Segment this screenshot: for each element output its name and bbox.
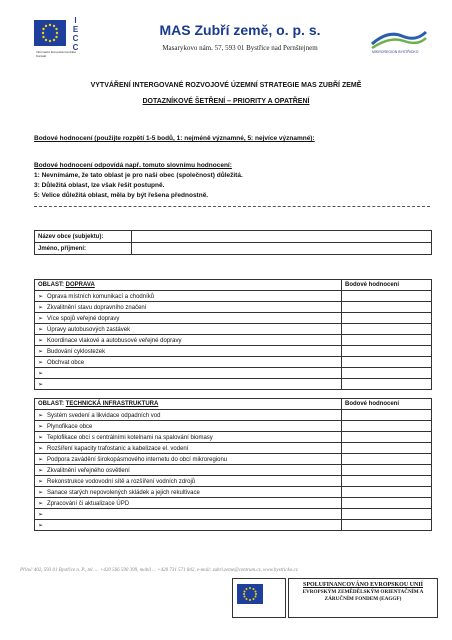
section-infrastructure-table (34, 398, 432, 531)
scale-item: 5: Velice důležitá oblast, měla by být řešena přednostně. (34, 192, 209, 199)
criterion-row[interactable] (35, 520, 342, 531)
arrow-icon: ➢ (38, 381, 44, 388)
name-field[interactable] (132, 243, 432, 255)
criterion-row: ➢ Zkvalitnění stavu dopravního značení (35, 302, 342, 313)
criterion-row: ➢ Obchvat obce (35, 357, 342, 368)
rating-cell[interactable] (342, 291, 432, 302)
arrow-icon: ➢ (38, 370, 44, 377)
scale-heading: Bodové hodnocení odpovídá např. tomuto slovnímu hodnocení: (34, 162, 232, 169)
criterion-row[interactable] (35, 368, 342, 379)
criterion-row: ➢ Zpracování či aktualizace ÚPD (35, 498, 342, 509)
rating-cell[interactable] (342, 421, 432, 432)
rating-cell[interactable] (342, 487, 432, 498)
criterion-row: ➢ Úpravy autobusových zastávek (35, 324, 342, 335)
criterion-row: ➢ Více spojů veřejné dopravy (35, 313, 342, 324)
arrow-icon: ➢ (38, 478, 44, 485)
organization-name: MAS Zubří země, o. p. s. (159, 22, 321, 38)
scoring-instruction: Bodové hodnocení (použijte rozpětí 1-5 bodů, 1: nejméně významné, 5: nejvíce významné): (34, 135, 315, 142)
footer-cofinance-box (288, 578, 438, 618)
rating-cell[interactable] (342, 379, 432, 390)
municipality-field[interactable] (132, 231, 432, 243)
identity-table (34, 230, 432, 255)
cofinance-label: SPOLUFINANCOVÁNO EVROPSKOU UNIÍ (302, 582, 423, 588)
organization-address: Masarykovo nám. 57, 593 01 Bystřice nad Pernštejnem (162, 44, 318, 52)
rating-cell[interactable] (342, 335, 432, 346)
divider (34, 206, 430, 207)
criterion-row[interactable] (35, 509, 342, 520)
arrow-icon: ➢ (38, 423, 44, 430)
arrow-icon: ➢ (38, 489, 44, 496)
eu-flag-logo (34, 20, 66, 46)
arrow-icon: ➢ (38, 511, 44, 518)
criterion-row: ➢ Rekonstrukce vodovodní sítě a rozšíření vodních zdrojů (35, 476, 342, 487)
region-waves-icon (368, 26, 428, 50)
rating-cell[interactable] (342, 454, 432, 465)
arrow-icon: ➢ (38, 304, 44, 311)
rating-cell[interactable] (342, 465, 432, 476)
rating-cell[interactable] (342, 410, 432, 421)
criterion-row: ➢ Systém svedení a likvidace odpadních vod (35, 410, 342, 421)
criterion-row: ➢ Podpora zavádění širokopásmového internetu do obcí mikroregionu (35, 454, 342, 465)
scale-item: 1: Nevnímáme, že tato oblast je pro naši obec (společnost) důležitá. (34, 172, 243, 179)
scale-item: 3: Důležitá oblast, lze však řešit postupně. (34, 182, 165, 189)
criterion-row: ➢ Teplofikace obcí s centrálními kotelnami na spalování biomasy (35, 432, 342, 443)
arrow-icon: ➢ (38, 500, 44, 507)
arrow-icon: ➢ (38, 337, 44, 344)
arrow-icon: ➢ (38, 315, 44, 322)
rating-cell[interactable] (342, 368, 432, 379)
fund-label: EVROPSKÝM ZEMĚDĚLSKÝM ORIENTAČNÍM A ZÁRUČNÍM FONDEM (EAGGF) (302, 589, 424, 602)
document-subtitle: DOTAZNÍKOVÉ ŠETŘENÍ – PRIORITY A OPATŘENÍ (142, 98, 310, 105)
arrow-icon: ➢ (38, 412, 44, 419)
section-transport-table (34, 279, 432, 390)
name-label: Jméno, příjmení: (35, 243, 132, 255)
arrow-icon: ➢ (38, 445, 44, 452)
criterion-row: ➢ Koordinace vlakové a autobusové veřejné dopravy (35, 335, 342, 346)
footer-contact: Přítoč 402, 593 01 Bystřice n. P., tel. ... +420 566 590 399, mobil ... +420 731 571 842, e-mail: zubri.zeme@centrum.cz, www.bystricko.cz (20, 568, 298, 573)
ieec-logo-text: IECC (71, 16, 80, 52)
rating-cell[interactable] (342, 509, 432, 520)
arrow-icon: ➢ (38, 326, 44, 333)
rating-cell[interactable] (342, 357, 432, 368)
arrow-icon: ➢ (38, 293, 44, 300)
rating-cell[interactable] (342, 346, 432, 357)
arrow-icon: ➢ (38, 348, 44, 355)
document-title: VYTVÁŘENÍ INTERGOVANÉ ROZVOJOVÉ ÚZEMNÍ STRATEGIE MAS ZUBŘÍ ZEMĚ (90, 82, 362, 89)
arrow-icon: ➢ (38, 434, 44, 441)
eu-caption: Informační Evropská Centrála Kontakt (36, 50, 76, 58)
rating-header: Bodové hodnocení (342, 280, 432, 291)
criterion-row[interactable] (35, 379, 342, 390)
rating-cell[interactable] (342, 520, 432, 531)
municipality-label: Název obce (subjektu): (35, 231, 132, 243)
region-caption: MIKROREGION BYSTŘICKO (372, 50, 419, 54)
criterion-row: ➢ Budování cyklostezek (35, 346, 342, 357)
rating-cell[interactable] (342, 476, 432, 487)
rating-cell[interactable] (342, 432, 432, 443)
region-logo (368, 26, 428, 50)
section-header: OBLAST: DOPRAVA (35, 280, 342, 291)
rating-cell[interactable] (342, 302, 432, 313)
eu-stars-icon (34, 20, 66, 46)
criterion-row: ➢ Rozšíření kapacity trafostanic a kabelizace el. vodení (35, 443, 342, 454)
footer-eu-flag-logo (237, 584, 263, 604)
arrow-icon: ➢ (38, 359, 44, 366)
rating-cell[interactable] (342, 498, 432, 509)
arrow-icon: ➢ (38, 456, 44, 463)
arrow-icon: ➢ (38, 467, 44, 474)
arrow-icon: ➢ (38, 522, 44, 529)
criterion-row: ➢ Oprava místních komunikací a chodníků (35, 291, 342, 302)
criterion-row: ➢ Sanace starých nepovolených skládek a jejich rekultivace (35, 487, 342, 498)
rating-header: Bodové hodnocení (342, 399, 432, 410)
rating-cell[interactable] (342, 443, 432, 454)
criterion-row: ➢ Zkvalitnění veřejného osvětlení (35, 465, 342, 476)
rating-cell[interactable] (342, 313, 432, 324)
section-header: OBLAST: TECHNICKÁ INFRASTRUKTURA (35, 399, 342, 410)
eu-stars-icon (237, 584, 263, 604)
criterion-row: ➢ Plynofikace obce (35, 421, 342, 432)
rating-cell[interactable] (342, 324, 432, 335)
